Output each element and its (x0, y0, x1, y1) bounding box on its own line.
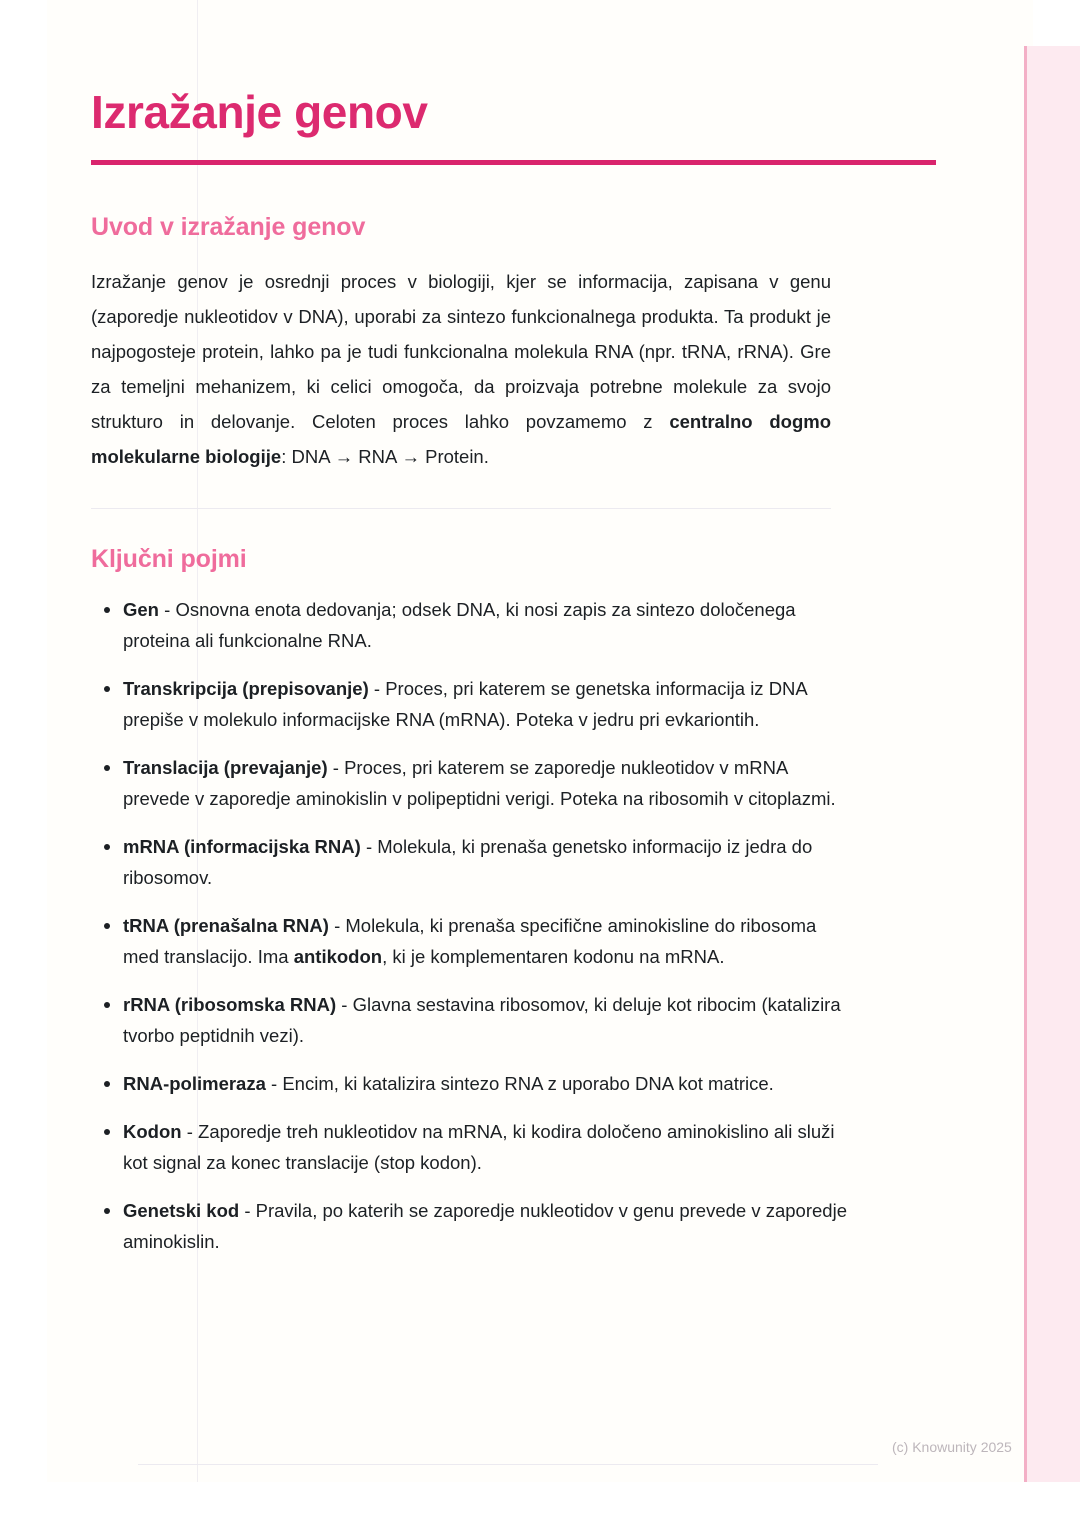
term-definition: Osnovna enota dedovanja; odsek DNA, ki nosi zapis za sintezo določenega proteina ali funkcionalne RNA. (123, 598, 796, 651)
term-name: mRNA (informacijska RNA) (123, 835, 361, 857)
footer-divider (138, 1464, 878, 1465)
term-definition: Pravila, po katerih se zaporedje nukleotidov v genu prevede v zaporedje aminokislin. (123, 1199, 847, 1252)
term-name: Gen (123, 598, 159, 620)
term-dash: - (365, 835, 373, 857)
term-definition: Proces, pri katerem se zaporedje nukleotidov v mRNA prevede v zaporedje aminokislin v polipeptidni verigi. Poteka na ribosomih v citoplazmi. (123, 756, 836, 809)
term-definition-part1: Molekula, ki prenaša specifične aminokisline do ribosoma med translacijo. Ima (123, 914, 817, 967)
term-dash: - (186, 1120, 193, 1142)
term-name: tRNA (prenašalna RNA) (123, 914, 329, 936)
term-definition-bold: antikodon (293, 945, 383, 967)
list-item (91, 673, 851, 735)
document-content (91, 0, 936, 1274)
term-dash: - (244, 1199, 251, 1221)
term-name: RNA-polimeraza (123, 1072, 266, 1094)
term-dash: - (332, 756, 339, 778)
list-item (91, 910, 851, 972)
term-definition: Glavna sestavina ribosomov, ki deluje kot ribocim (katalizira tvorbo peptidnih vezi). (123, 993, 841, 1046)
list-item (91, 752, 851, 814)
key-terms-list (91, 574, 851, 1257)
section-heading-terms: Ključni pojmi (91, 544, 247, 573)
term-definition: Zaporedje treh nukleotidov na mRNA, ki kodira določeno aminokislino ali služi kot signal za konec translacije (stop kodon). (123, 1120, 835, 1173)
list-item (91, 1116, 851, 1178)
list-item (91, 831, 851, 893)
right-accent-band (1024, 46, 1080, 1482)
term-definition-part2: , ki je komplementaren kodonu na mRNA. (382, 945, 725, 967)
term-definition: Encim, ki katalizira sintezo RNA z uporabo DNA kot matrice. (282, 1072, 774, 1094)
intro-text-part2: : DNA → RNA → Protein. (281, 445, 489, 467)
term-name: Transkripcija (prepisovanje) (123, 677, 369, 699)
intro-paragraph (91, 242, 831, 474)
term-definition: Molekula, ki prenaša genetsko informacijo iz jedra do ribosomov. (123, 835, 813, 888)
list-item (91, 1068, 851, 1099)
term-dash: - (164, 598, 171, 620)
term-dash: - (271, 1072, 278, 1094)
copyright-watermark: (c) Knowunity 2025 (892, 1439, 1012, 1455)
term-dash: - (334, 914, 341, 936)
list-item (91, 989, 851, 1051)
intro-text-part1: Izražanje genov je osrednji proces v biologiji, kjer se informacija, zapisana v genu (zaporedje nukleotidov v DNA), uporabi za sintezo funkcionalnega produkta. Ta produkt je najpogosteje protein, lahko pa je tudi funkcionalna molekula RNA (npr. tRNA, rRNA). Gre za temeljni mehanizem, ki celici omogoča, da proizvaja potrebne molekule za svojo strukturo in delovanje. Celoten proces lahko povzamemo z (91, 270, 831, 432)
term-name: rRNA (ribosomska RNA) (123, 993, 337, 1015)
intro-text-bold: centralno dogmo molekularne biologije (91, 410, 831, 467)
list-item (91, 594, 851, 656)
section-heading-intro: Uvod v izražanje genov (91, 212, 366, 241)
term-dash: - (341, 993, 348, 1015)
list-item (91, 1195, 851, 1257)
term-definition: Proces, pri katerem se genetska informacija iz DNA prepiše v molekulo informacijske RNA (mRNA). Poteka v jedru pri evkariontih. (123, 677, 807, 730)
term-dash: - (373, 677, 381, 699)
document-page (47, 0, 1033, 1482)
term-name: Kodon (123, 1120, 182, 1142)
term-name: Translacija (prevajanje) (123, 756, 328, 778)
term-name: Genetski kod (123, 1199, 240, 1221)
page-title: Izražanje genov (91, 86, 428, 138)
